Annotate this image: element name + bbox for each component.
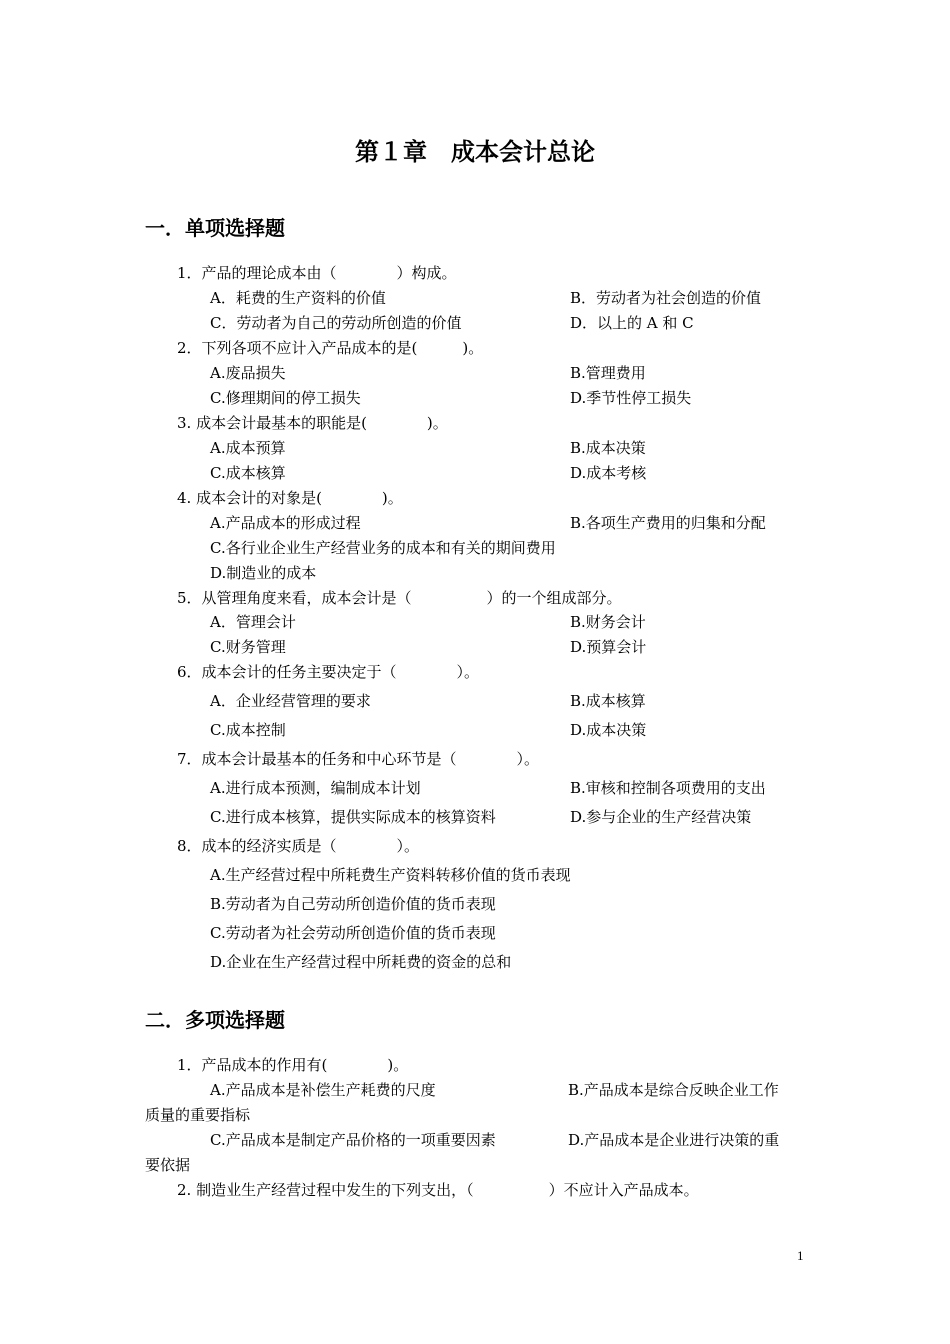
question-text: 8．成本的经济实质是（ ）。: [177, 837, 420, 855]
chapter-title: 第１章 成本会计总论: [355, 138, 595, 166]
option-c: C.各行业企业生产经营业务的成本和有关的期间费用: [210, 539, 556, 557]
option-c: C.财务管理: [210, 638, 286, 656]
option-d: D.预算会计: [570, 638, 647, 656]
option-b-continued: 质量的重要指标: [145, 1106, 251, 1124]
option-d: D.企业在生产经营过程中所耗费的资金的总和: [210, 953, 512, 971]
option-b: B.成本核算: [570, 692, 646, 710]
option-a: A.产品成本是补偿生产耗费的尺度: [210, 1081, 436, 1099]
question-text: 7．成本会计最基本的任务和中心环节是（ ）。: [177, 750, 540, 768]
question-text: 1．产品成本的作用有( )。: [177, 1056, 409, 1074]
option-c: C.成本控制: [210, 721, 286, 739]
option-a: A．企业经营管理的要求: [210, 692, 371, 710]
option-a: A．耗费的生产资料的价值: [210, 289, 386, 307]
section-title-single-choice: 一．单项选择题: [145, 216, 285, 240]
question-text: 1．产品的理论成本由（ ）构成。: [177, 264, 457, 282]
option-a: A.生产经营过程中所耗费生产资料转移价值的货币表现: [210, 866, 571, 884]
option-c: C.劳动者为社会劳动所创造价值的货币表现: [210, 924, 496, 942]
question-text: 5．从管理角度来看，成本会计是（ ）的一个组成部分。: [177, 589, 622, 607]
option-b: B.管理费用: [570, 364, 646, 382]
option-b: B.劳动者为自己劳动所创造价值的货币表现: [210, 895, 496, 913]
option-d: D.制造业的成本: [210, 564, 317, 582]
option-d: D.成本考核: [570, 464, 647, 482]
option-c: C.修理期间的停工损失: [210, 389, 361, 407]
option-d: D.产品成本是企业进行决策的重: [568, 1131, 780, 1149]
option-a: A.成本预算: [210, 439, 286, 457]
section-title-multiple-choice: 二．多项选择题: [145, 1008, 285, 1032]
option-d: D．以上的 A 和 C: [570, 314, 694, 332]
question-text: 4. 成本会计的对象是( )。: [177, 489, 403, 507]
option-c: C.产品成本是制定产品价格的一项重要因素: [210, 1131, 496, 1149]
option-b: B.产品成本是综合反映企业工作: [568, 1081, 779, 1099]
option-a: A.进行成本预测，编制成本计划: [210, 779, 421, 797]
page-number: 1: [797, 1248, 804, 1263]
option-b: B.成本决策: [570, 439, 646, 457]
option-c: C．劳动者为自己的劳动所创造的价值: [210, 314, 462, 332]
option-c: C.成本核算: [210, 464, 286, 482]
option-b: B.各项生产费用的归集和分配: [570, 514, 766, 532]
question-text: 6．成本会计的任务主要决定于（ ）。: [177, 663, 480, 681]
option-a: A．管理会计: [210, 613, 296, 631]
option-d-continued: 要依据: [145, 1156, 191, 1174]
option-d: D.参与企业的生产经营决策: [570, 808, 752, 826]
question-text: 3. 成本会计最基本的职能是( )。: [177, 414, 448, 432]
question-text: 2．下列各项不应计入产品成本的是( )。: [177, 339, 484, 357]
option-b: B.审核和控制各项费用的支出: [570, 779, 766, 797]
option-a: A.废品损失: [210, 364, 286, 382]
option-a: A.产品成本的形成过程: [210, 514, 361, 532]
option-d: D.成本决策: [570, 721, 647, 739]
question-text: 2. 制造业生产经营过程中发生的下列支出，（ ）不应计入产品成本。: [177, 1181, 699, 1199]
option-b: B.财务会计: [570, 613, 646, 631]
option-d: D.季节性停工损失: [570, 389, 692, 407]
option-c: C.进行成本核算，提供实际成本的核算资料: [210, 808, 496, 826]
option-b: B．劳动者为社会创造的价值: [570, 289, 762, 307]
